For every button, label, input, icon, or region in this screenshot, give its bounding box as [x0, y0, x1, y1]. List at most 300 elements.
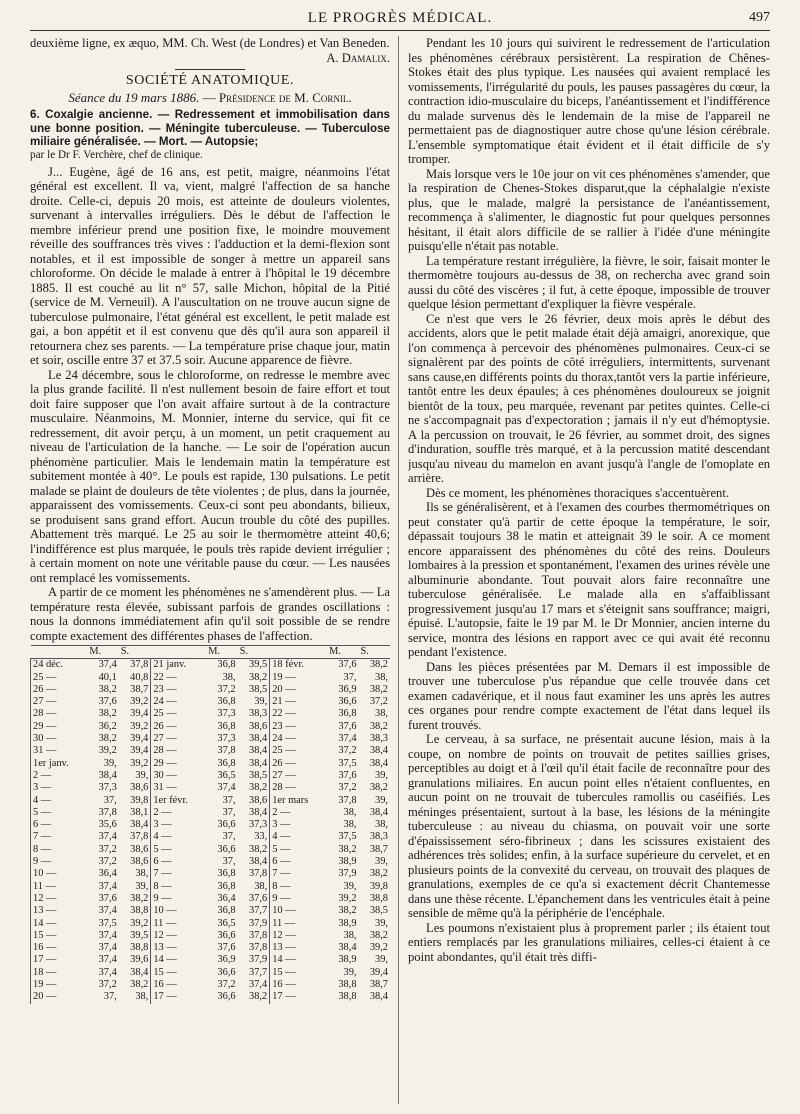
morning-temp-cell: 37,2: [98, 979, 117, 991]
evening-temp-cell: 39,4: [130, 708, 149, 720]
table-row: [31, 918, 391, 930]
date-cell: 25 —: [31, 672, 88, 684]
date-cell: 10 —: [31, 868, 88, 880]
date-cell: 3 —: [151, 819, 206, 831]
morning-temp-cell: 37,4: [338, 733, 357, 745]
case-heading: 6. Coxalgie ancienne. — Redressement et immobilisation dans une bonne position. — Méningite tuberculeuse. — Tuberculose miliaire généralisée. — Mort. — Autopsie;: [30, 108, 390, 148]
page-number: 497: [749, 10, 770, 25]
date-cell: 15 —: [270, 967, 327, 979]
morning-temp-cell: 38,2: [98, 733, 117, 745]
date-cell: 9 —: [270, 893, 327, 905]
date-cell: 25 —: [151, 708, 206, 720]
date-cell: 23 —: [151, 684, 206, 696]
right-column: [408, 36, 770, 1104]
date-cell: 22 —: [270, 708, 327, 720]
date-cell: 13 —: [151, 942, 206, 954]
date-cell: 14 —: [31, 918, 88, 930]
date-cell: 7 —: [151, 868, 206, 880]
evening-temp-cell: 38,4: [249, 856, 268, 868]
temperature-table-column-header: M.: [87, 646, 118, 659]
evening-temp-cell: 37,8: [249, 929, 268, 941]
left-column: [30, 36, 390, 1104]
date-cell: 8 —: [151, 881, 206, 893]
morning-temp-cell: 37,: [343, 671, 357, 683]
morning-temp-cell: 37,4: [98, 831, 117, 843]
evening-temp-cell: 38,4: [369, 806, 388, 818]
table-row: [31, 721, 391, 733]
evening-temp-cell: 37,8: [130, 831, 149, 843]
evening-temp-cell: 39,: [375, 856, 388, 868]
date-cell: 17 —: [31, 954, 88, 966]
date-cell: 22 —: [151, 672, 206, 684]
date-cell: 11 —: [31, 881, 88, 893]
section-rule: [175, 69, 245, 70]
morning-temp-cell: 35,6: [98, 819, 117, 831]
morning-temp-cell: 38,2: [98, 708, 117, 720]
morning-temp-cell: 37,4: [98, 942, 117, 954]
evening-temp-cell: 33,: [254, 831, 268, 843]
morning-temp-cell: 37,: [222, 794, 236, 806]
date-cell: 28 —: [31, 708, 88, 720]
date-cell: 5 —: [151, 844, 206, 856]
temperature-table-column-header: M.: [206, 646, 237, 659]
evening-temp-cell: 38,: [375, 671, 388, 683]
evening-temp-cell: 38,7: [369, 979, 388, 991]
evening-temp-cell: 39,5: [249, 659, 268, 671]
morning-temp-cell: 37,2: [217, 683, 236, 695]
date-cell: 17 —: [151, 991, 206, 1003]
evening-temp-cell: 38,2: [130, 892, 149, 904]
table-row: [31, 954, 391, 966]
date-cell: 14 —: [270, 954, 327, 966]
morning-temp-cell: 37,5: [98, 917, 117, 929]
date-cell: 4 —: [270, 831, 327, 843]
date-cell: 3 —: [31, 782, 88, 794]
morning-temp-cell: 37,6: [338, 769, 357, 781]
body-paragraph: Le 24 décembre, sous le chloroforme, on redresse le membre avec la plus grande facilité. Il n'est nullement besoin de faire effort et tout doit faire supposer que l'on avait affaire surtout à de la contracture musculaire. Néanmoins, M. Monnier, interne du service, qui fit ce redressement, dit avoir perçu, à un moment, un petit craquement au niveau de l'articulation de la hanche. — Le soir de l'opération aucun phénomène particulier. Mais le lendemain matin la température est subitement montée à 40°. Le pouls est rapide, 130 pulsations. Le petit malade se plaint de douleurs de tête violentes ; de plus, dans la journée, apparaissent des vomissements. Ceux-ci sont peu abondants, bilieux, se produisent sans grand effort. Aucun trouble du côté des pupilles. Abattement très marqué. Le 25 au soir le thermomètre atteint 40,6; l'indifférence est plus marquée, le pouls très rapide devient irrégulier ; à certain moment on note une véritable pause du cœur. — Les nausées ont remplacé les vomissements.: [30, 367, 390, 585]
evening-temp-cell: 38,4: [249, 757, 268, 769]
evening-temp-cell: 39,: [375, 954, 388, 966]
date-cell: 15 —: [151, 967, 206, 979]
evening-temp-cell: 39,: [254, 696, 268, 708]
column-divider: [398, 36, 399, 1104]
date-cell: 19 —: [31, 979, 88, 991]
date-cell: 14 —: [151, 954, 206, 966]
evening-temp-cell: 38,6: [130, 843, 149, 855]
table-row: [31, 991, 391, 1003]
date-cell: 6 —: [151, 856, 206, 868]
morning-temp-cell: 38,4: [98, 769, 117, 781]
date-cell: 24 déc.: [31, 659, 88, 672]
date-cell: 13 —: [270, 942, 327, 954]
temperature-table-column-header: M.: [327, 646, 358, 659]
evening-temp-cell: 38,4: [249, 806, 268, 818]
date-cell: 6 —: [270, 856, 327, 868]
evening-temp-cell: 39,: [135, 880, 149, 892]
date-cell: 31 —: [31, 745, 88, 757]
morning-temp-cell: 36,6: [217, 843, 236, 855]
evening-temp-cell: 38,2: [249, 782, 268, 794]
date-cell: 12 —: [31, 893, 88, 905]
date-cell: 17 —: [270, 991, 327, 1003]
morning-temp-cell: 39,2: [98, 745, 117, 757]
evening-temp-cell: 39,2: [130, 917, 149, 929]
morning-temp-cell: 37,6: [98, 892, 117, 904]
evening-temp-cell: 38,2: [369, 720, 388, 732]
morning-temp-cell: 37,4: [98, 966, 117, 978]
date-cell: 20 —: [31, 991, 88, 1003]
evening-temp-cell: 38,7: [130, 683, 149, 695]
temperature-table-body: [31, 659, 391, 1004]
date-cell: 26 —: [31, 684, 88, 696]
date-cell: 4 —: [31, 795, 88, 807]
morning-temp-cell: 37,2: [338, 745, 357, 757]
date-cell: 12 —: [151, 930, 206, 942]
body-paragraph: Ce n'est que vers le 26 février, deux mois après le début des accidents, alors que le petit malade était déjà amaigri, anorexique, que l'on commença à percevoir des phénomènes pulmonaires. Ceux-ci se signalèrent par des points de côté irréguliers, intermittents, survenant sans cause,en différents points du thorax,tantôt vers la partie inférieure, tantôt entre les deux épaules; à ces phénomènes douloureux se joignit bientôt de la toux, peu marquée, revenant par petites quintes. Celle-ci ne s'accompagnait pas d'expectoration ; jamais il n'y eut d'hémoptysie. A la percussion on trouvait, le 26 février, au sommet droit, des signes d'induration, souffle très marqué, et à la percussion matité descendant jusqu'au niveau du mamelon en avant jusqu'à l'angle de l'omoplate en arrière.: [408, 311, 770, 485]
morning-temp-cell: 37,6: [98, 696, 117, 708]
morning-temp-cell: 37,3: [217, 733, 236, 745]
morning-temp-cell: 37,6: [338, 659, 357, 671]
evening-temp-cell: 38,4: [369, 745, 388, 757]
evening-temp-cell: 38,: [254, 880, 268, 892]
evening-temp-cell: 37,7: [249, 966, 268, 978]
morning-temp-cell: 37,8: [217, 745, 236, 757]
evening-temp-cell: 38,: [375, 708, 388, 720]
evening-temp-cell: 38,8: [369, 892, 388, 904]
evening-temp-cell: 38,2: [369, 929, 388, 941]
temperature-table-column-header: [31, 646, 88, 659]
table-row: [31, 831, 391, 843]
evening-temp-cell: 38,4: [130, 966, 149, 978]
table-row: [31, 708, 391, 720]
evening-temp-cell: 39,2: [130, 720, 149, 732]
evening-temp-cell: 38,5: [249, 683, 268, 695]
date-cell: 19 —: [270, 672, 327, 684]
date-cell: 30 —: [151, 770, 206, 782]
morning-temp-cell: 37,8: [98, 806, 117, 818]
morning-temp-cell: 37,2: [98, 843, 117, 855]
morning-temp-cell: 37,5: [338, 831, 357, 843]
date-cell: 21 janv.: [151, 659, 206, 672]
date-cell: 24 —: [270, 733, 327, 745]
opening-paragraph: deuxième ligne, ex æquo, MM. Ch. West (de Londres) et Van Beneden.: [30, 36, 390, 50]
table-row: [31, 733, 391, 745]
morning-temp-cell: 38,9: [338, 954, 357, 966]
evening-temp-cell: 39,: [135, 769, 149, 781]
morning-temp-cell: 37,3: [217, 708, 236, 720]
morning-temp-cell: 38,2: [338, 905, 357, 917]
morning-temp-cell: 39,: [103, 757, 117, 769]
date-cell: 6 —: [31, 819, 88, 831]
table-row: [31, 782, 391, 794]
morning-temp-cell: 38,: [222, 671, 236, 683]
morning-temp-cell: 40,1: [98, 671, 117, 683]
evening-temp-cell: 38,2: [130, 979, 149, 991]
morning-temp-cell: 39,2: [338, 892, 357, 904]
evening-temp-cell: 39,: [375, 917, 388, 929]
evening-temp-cell: 39,4: [130, 733, 149, 745]
date-cell: 21 —: [270, 696, 327, 708]
date-cell: 16 —: [151, 979, 206, 991]
temperature-table-column-header: [270, 646, 327, 659]
date-cell: 9 —: [151, 893, 206, 905]
morning-temp-cell: 37,2: [98, 856, 117, 868]
evening-temp-cell: 37,2: [369, 696, 388, 708]
table-row: [31, 844, 391, 856]
date-cell: 16 —: [270, 979, 327, 991]
evening-temp-cell: 38,2: [249, 991, 268, 1003]
evening-temp-cell: 39,2: [130, 757, 149, 769]
evening-temp-cell: 37,8: [249, 942, 268, 954]
evening-temp-cell: 39,5: [130, 929, 149, 941]
evening-temp-cell: 40,8: [130, 671, 149, 683]
evening-temp-cell: 38,: [135, 868, 149, 880]
morning-temp-cell: 36,8: [217, 905, 236, 917]
morning-temp-cell: 37,: [103, 794, 117, 806]
date-cell: 25 —: [270, 745, 327, 757]
body-paragraph: Pendant les 10 jours qui suivirent le redressement de l'articulation les phénomènes cérébraux persistèrent. La respiration de Chênes-Stokes était des plus typique. Les nausées qui avaient remplacé les vomissements, l'irrégularité du pouls, les pauses passagères du cœur, la contraction idio-musculaire du biceps, l'anéantissement et l'indifférence du malade survenus dès le lendemain de la mise de l'appareil ne permettaient pas de diagnostiquer autre chose qu'une lésion cérébrale. L'ensemble symptomatique était évident et il était difficile de s'y tromper.: [408, 36, 770, 166]
morning-temp-cell: 37,4: [98, 880, 117, 892]
evening-temp-cell: 38,4: [369, 991, 388, 1003]
morning-temp-cell: 37,6: [338, 720, 357, 732]
date-cell: 5 —: [270, 844, 327, 856]
date-cell: 31 —: [151, 782, 206, 794]
morning-temp-cell: 37,3: [98, 782, 117, 794]
morning-temp-cell: 37,2: [338, 782, 357, 794]
morning-temp-cell: 36,6: [338, 696, 357, 708]
morning-temp-cell: 36,2: [98, 720, 117, 732]
body-paragraph: Ils se généralisèrent, et à l'examen des courbes thermométriques on peut constater qu'à partir de cette époque la température, le soir, dépassait toujours 38 le matin et atteignait 39 le soir. A ce moment encore apparaissent des phénomènes du côté des reins. Douleurs lombaires à la pression et spontanément, l'examen des urines révèle une albuminurie abondante. Tout pouvait alors faire reconnaître une tuberculose généralisée. Le malade alla en s'affaiblissant progressivement jusqu'au 17 mars et s'éteignit sans souffrance; maigri, épuisé. L'autopsie, faite le 19 par M. le Dr Monnier, ancien interne du service, montra des lésions en rapport avec ce qui avait été reconnu pendant l'existence.: [408, 500, 770, 659]
date-cell: 26 —: [151, 721, 206, 733]
date-cell: 23 —: [270, 721, 327, 733]
morning-temp-cell: 38,9: [338, 917, 357, 929]
morning-temp-cell: 36,9: [217, 954, 236, 966]
date-cell: 26 —: [270, 758, 327, 770]
table-row: [31, 819, 391, 831]
date-cell: 18 —: [31, 967, 88, 979]
body-paragraph: A partir de ce moment les phénomènes ne s'amendèrent plus. — La température resta élevée, subissant parfois de grandes oscillations : nous la donnons immédiatement afin qu'il soit possible de se rendre compte exactement des différentes phases de l'affection.: [30, 585, 390, 643]
temperature-table-header: [31, 646, 391, 659]
evening-temp-cell: 37,8: [130, 659, 149, 671]
table-row: [31, 893, 391, 905]
seance-president: — Présidence de M. Cornil.: [202, 89, 352, 105]
date-cell: 13 —: [31, 905, 88, 917]
body-paragraph: Dans les pièces présentées par M. Demars il est impossible de trouver une tuberculose p'us répandue que celle trouvée dans cet examen cadavérique, et il nous faut examiner les uns après les autres ces organes pour rendre compte exactement de l'état dans lequel ils furent trouvés.: [408, 659, 770, 732]
morning-temp-cell: 38,8: [338, 991, 357, 1003]
table-row: [31, 684, 391, 696]
table-row: [31, 672, 391, 684]
date-cell: 24 —: [151, 696, 206, 708]
morning-temp-cell: 39,: [343, 880, 357, 892]
morning-temp-cell: 38,2: [338, 843, 357, 855]
temperature-table-column-header: [151, 646, 206, 659]
morning-temp-cell: 36,8: [338, 708, 357, 720]
morning-temp-cell: 36,4: [217, 892, 236, 904]
body-paragraph: La température restant irrégulière, la fièvre, le soir, faisait monter le thermomètre toujours au-dessus de 38, on rechercha avec grand soin aussi du côté des viscères ; il fut, à cette époque, impossible de trouver quelque lésion permettant d'expliquer la fièvre vespérale.: [408, 253, 770, 311]
evening-temp-cell: 39,2: [130, 696, 149, 708]
evening-temp-cell: 38,3: [249, 708, 268, 720]
date-cell: 2 —: [151, 807, 206, 819]
evening-temp-cell: 38,: [375, 819, 388, 831]
evening-temp-cell: 38,4: [249, 733, 268, 745]
morning-temp-cell: 37,: [222, 856, 236, 868]
evening-temp-cell: 39,6: [130, 954, 149, 966]
running-header: [30, 8, 770, 31]
body-paragraph: J... Eugène, âgé de 16 ans, est petit, maigre, néanmoins l'état général est excellent. Il va, vient, malgré l'affection de sa hanche droite. Celle-ci, depuis 20 mois, est atteinte de douleurs violentes, survenant à intervalles irréguliers. Dès le début de l'affection le membre inférieur prend une position fixe, le moindre mouvement réveille des souffrances très vives : l'adduction et la demi-flexion sont notables, et il est impossible de songer à mettre un appareil sans chloroforme. On décide le malade à entrer à l'hôpital le 19 décembre 1885. Il est couché au lit n° 57, salle Michon, hôpital de la Pitié (service de M. Verneuil). A l'auscultation on ne trouve aucun signe de tuberculose pulmonaire, l'état général est excellent, le petit malade est gai, a bon appétit et il est convenu que dès qu'il aura son appareil il retournera chez ses parents. — La température prise chaque jour, matin et soir, oscille entre 37 et 37.5 soir. Aucune apparence de fièvre.: [30, 164, 390, 367]
evening-temp-cell: 37,9: [249, 954, 268, 966]
date-cell: 28 —: [270, 782, 327, 794]
date-cell: 15 —: [31, 930, 88, 942]
morning-temp-cell: 38,2: [98, 683, 117, 695]
morning-temp-cell: 38,: [343, 819, 357, 831]
table-row: [31, 967, 391, 979]
morning-temp-cell: 37,4: [98, 929, 117, 941]
morning-temp-cell: 38,8: [338, 979, 357, 991]
evening-temp-cell: 38,6: [130, 856, 149, 868]
seance-line: [30, 91, 390, 106]
morning-temp-cell: 38,: [343, 806, 357, 818]
morning-temp-cell: 36,6: [217, 991, 236, 1003]
signature: A. Damalix.: [326, 50, 390, 65]
date-cell: 27 —: [151, 733, 206, 745]
date-cell: 16 —: [31, 942, 88, 954]
evening-temp-cell: 38,1: [130, 806, 149, 818]
evening-temp-cell: 38,4: [369, 757, 388, 769]
evening-temp-cell: 39,: [375, 794, 388, 806]
evening-temp-cell: 37,8: [249, 868, 268, 880]
date-cell: 2 —: [270, 807, 327, 819]
evening-temp-cell: 38,2: [249, 843, 268, 855]
temperature-table: [30, 645, 390, 1004]
date-cell: 18 févr.: [270, 659, 327, 672]
morning-temp-cell: 37,4: [98, 905, 117, 917]
morning-temp-cell: 38,9: [338, 856, 357, 868]
body-paragraph: Mais lorsque vers le 10e jour on vit ces phénomènes s'amender, que la respiration de Chenes-Stokes disparut,que la céphalalgie n'existe plus, que le malade, malgré la persistance de l'anéantissement, recommença à s'alimenter, le diagnostic fut pour quelques personnes hésitant, il était alors difficile de se rallier à l'idée d'une méningite puisqu'elle n'était pas notable.: [408, 166, 770, 253]
table-row: [31, 942, 391, 954]
table-row: [31, 881, 391, 893]
journal-title: LE PROGRÈS MÉDICAL.: [307, 10, 493, 26]
morning-temp-cell: 37,4: [98, 659, 117, 671]
body-paragraph: Dès ce moment, les phénomènes thoraciques s'accentuèrent.: [426, 485, 730, 500]
evening-temp-cell: 39,: [375, 769, 388, 781]
evening-temp-cell: 38,6: [249, 720, 268, 732]
date-cell: 11 —: [270, 918, 327, 930]
evening-temp-cell: 38,: [135, 991, 149, 1003]
morning-temp-cell: 36,4: [98, 868, 117, 880]
evening-temp-cell: 38,5: [249, 769, 268, 781]
evening-temp-cell: 38,3: [369, 831, 388, 843]
evening-temp-cell: 38,6: [249, 794, 268, 806]
evening-temp-cell: 38,2: [369, 868, 388, 880]
evening-temp-cell: 38,3: [369, 733, 388, 745]
morning-temp-cell: 37,5: [338, 757, 357, 769]
table-row: [31, 696, 391, 708]
evening-temp-cell: 38,7: [369, 843, 388, 855]
morning-temp-cell: 37,: [222, 806, 236, 818]
morning-temp-cell: 36,6: [217, 966, 236, 978]
evening-temp-cell: 38,4: [130, 819, 149, 831]
date-cell: 8 —: [31, 844, 88, 856]
morning-temp-cell: 36,8: [217, 659, 236, 671]
temperature-table-column-header: S.: [238, 646, 270, 659]
table-row: [31, 745, 391, 757]
date-cell: 11 —: [151, 918, 206, 930]
morning-temp-cell: 37,2: [217, 979, 236, 991]
evening-temp-cell: 37,4: [249, 979, 268, 991]
date-cell: 8 —: [270, 881, 327, 893]
morning-temp-cell: 36,8: [217, 880, 236, 892]
table-row: [31, 979, 391, 991]
evening-temp-cell: 38,2: [249, 671, 268, 683]
table-row: [31, 807, 391, 819]
morning-temp-cell: 37,9: [338, 868, 357, 880]
morning-temp-cell: 36,8: [217, 757, 236, 769]
table-row: [31, 930, 391, 942]
morning-temp-cell: 36,9: [338, 683, 357, 695]
section-title: SOCIÉTÉ ANATOMIQUE.: [125, 73, 295, 88]
table-row: [31, 659, 391, 672]
evening-temp-cell: 38,8: [130, 905, 149, 917]
date-cell: 1er janv.: [31, 758, 88, 770]
date-cell: 1er févr.: [151, 795, 206, 807]
evening-temp-cell: 38,5: [369, 905, 388, 917]
table-row: [31, 770, 391, 782]
morning-temp-cell: 37,4: [98, 954, 117, 966]
date-cell: 28 —: [151, 745, 206, 757]
morning-temp-cell: 36,8: [217, 696, 236, 708]
morning-temp-cell: 39,: [343, 966, 357, 978]
date-cell: 10 —: [151, 905, 206, 917]
date-cell: 29 —: [31, 721, 88, 733]
seance-date: Séance du 19 mars 1886.: [68, 89, 200, 105]
morning-temp-cell: 36,5: [217, 917, 236, 929]
morning-temp-cell: 38,4: [338, 942, 357, 954]
morning-temp-cell: 36,5: [217, 769, 236, 781]
evening-temp-cell: 38,6: [130, 782, 149, 794]
date-cell: 27 —: [31, 696, 88, 708]
morning-temp-cell: 36,6: [217, 929, 236, 941]
temperature-table-column-header: S.: [359, 646, 390, 659]
morning-temp-cell: 37,6: [217, 942, 236, 954]
table-row: [31, 868, 391, 880]
date-cell: 9 —: [31, 856, 88, 868]
evening-temp-cell: 37,6: [249, 892, 268, 904]
table-row: [31, 856, 391, 868]
temperature-table-column-header: S.: [119, 646, 151, 659]
evening-temp-cell: 38,2: [369, 683, 388, 695]
date-cell: 12 —: [270, 930, 327, 942]
body-paragraph: Les poumons n'existaient plus à proprement parler ; ils étaient tout entiers remplacés par les granulations miliaires, celles-ci étaient à ce point abondantes, qu'il était très diffi-: [408, 920, 770, 964]
date-cell: 4 —: [151, 831, 206, 843]
body-paragraph: Le cerveau, à sa surface, ne présentait aucune lésion, mais à la coupe, on nombre de points on trouvait de petites saillies grises, perceptibles au doigt et à l'œil qu'il était facile de reconnaître pour des granulations miliaires. En aucun point elles n'étaient confluentes, en aucun point on ne trouvait de tubercules ramollis ou caséifiés. Les méninges présentaient, surtout à la base, les lésions de la méningite tuberculeuse : au niveau du chiasma, on pouvait voir une sorte d'épaississement séro-fibrineux ; dans les scissures existaient des adhérences très solides; enfin, à la surface supérieure du cervelet, et en plusieurs points de la convexité du cerveau, on trouvait des plaques de granulations, exemples de ce qu'a si exactement décrit Chantemesse dans une thèse récente. L'épanchement dans les ventricules était à peine sensible de même qu'à la périphérie de l'encéphale.: [408, 732, 770, 920]
morning-temp-cell: 37,: [103, 991, 117, 1003]
morning-temp-cell: 36,6: [217, 819, 236, 831]
evening-temp-cell: 39,4: [130, 745, 149, 757]
date-cell: 1er mars: [270, 795, 327, 807]
table-row: [31, 795, 391, 807]
date-cell: 5 —: [31, 807, 88, 819]
evening-temp-cell: 39,2: [369, 942, 388, 954]
evening-temp-cell: 38,2: [369, 659, 388, 671]
table-row: [31, 905, 391, 917]
evening-temp-cell: 39,8: [369, 880, 388, 892]
morning-temp-cell: 37,8: [338, 794, 357, 806]
date-cell: 7 —: [270, 868, 327, 880]
morning-temp-cell: 37,: [222, 831, 236, 843]
evening-temp-cell: 38,2: [369, 782, 388, 794]
evening-temp-cell: 37,7: [249, 905, 268, 917]
evening-temp-cell: 37,3: [249, 819, 268, 831]
